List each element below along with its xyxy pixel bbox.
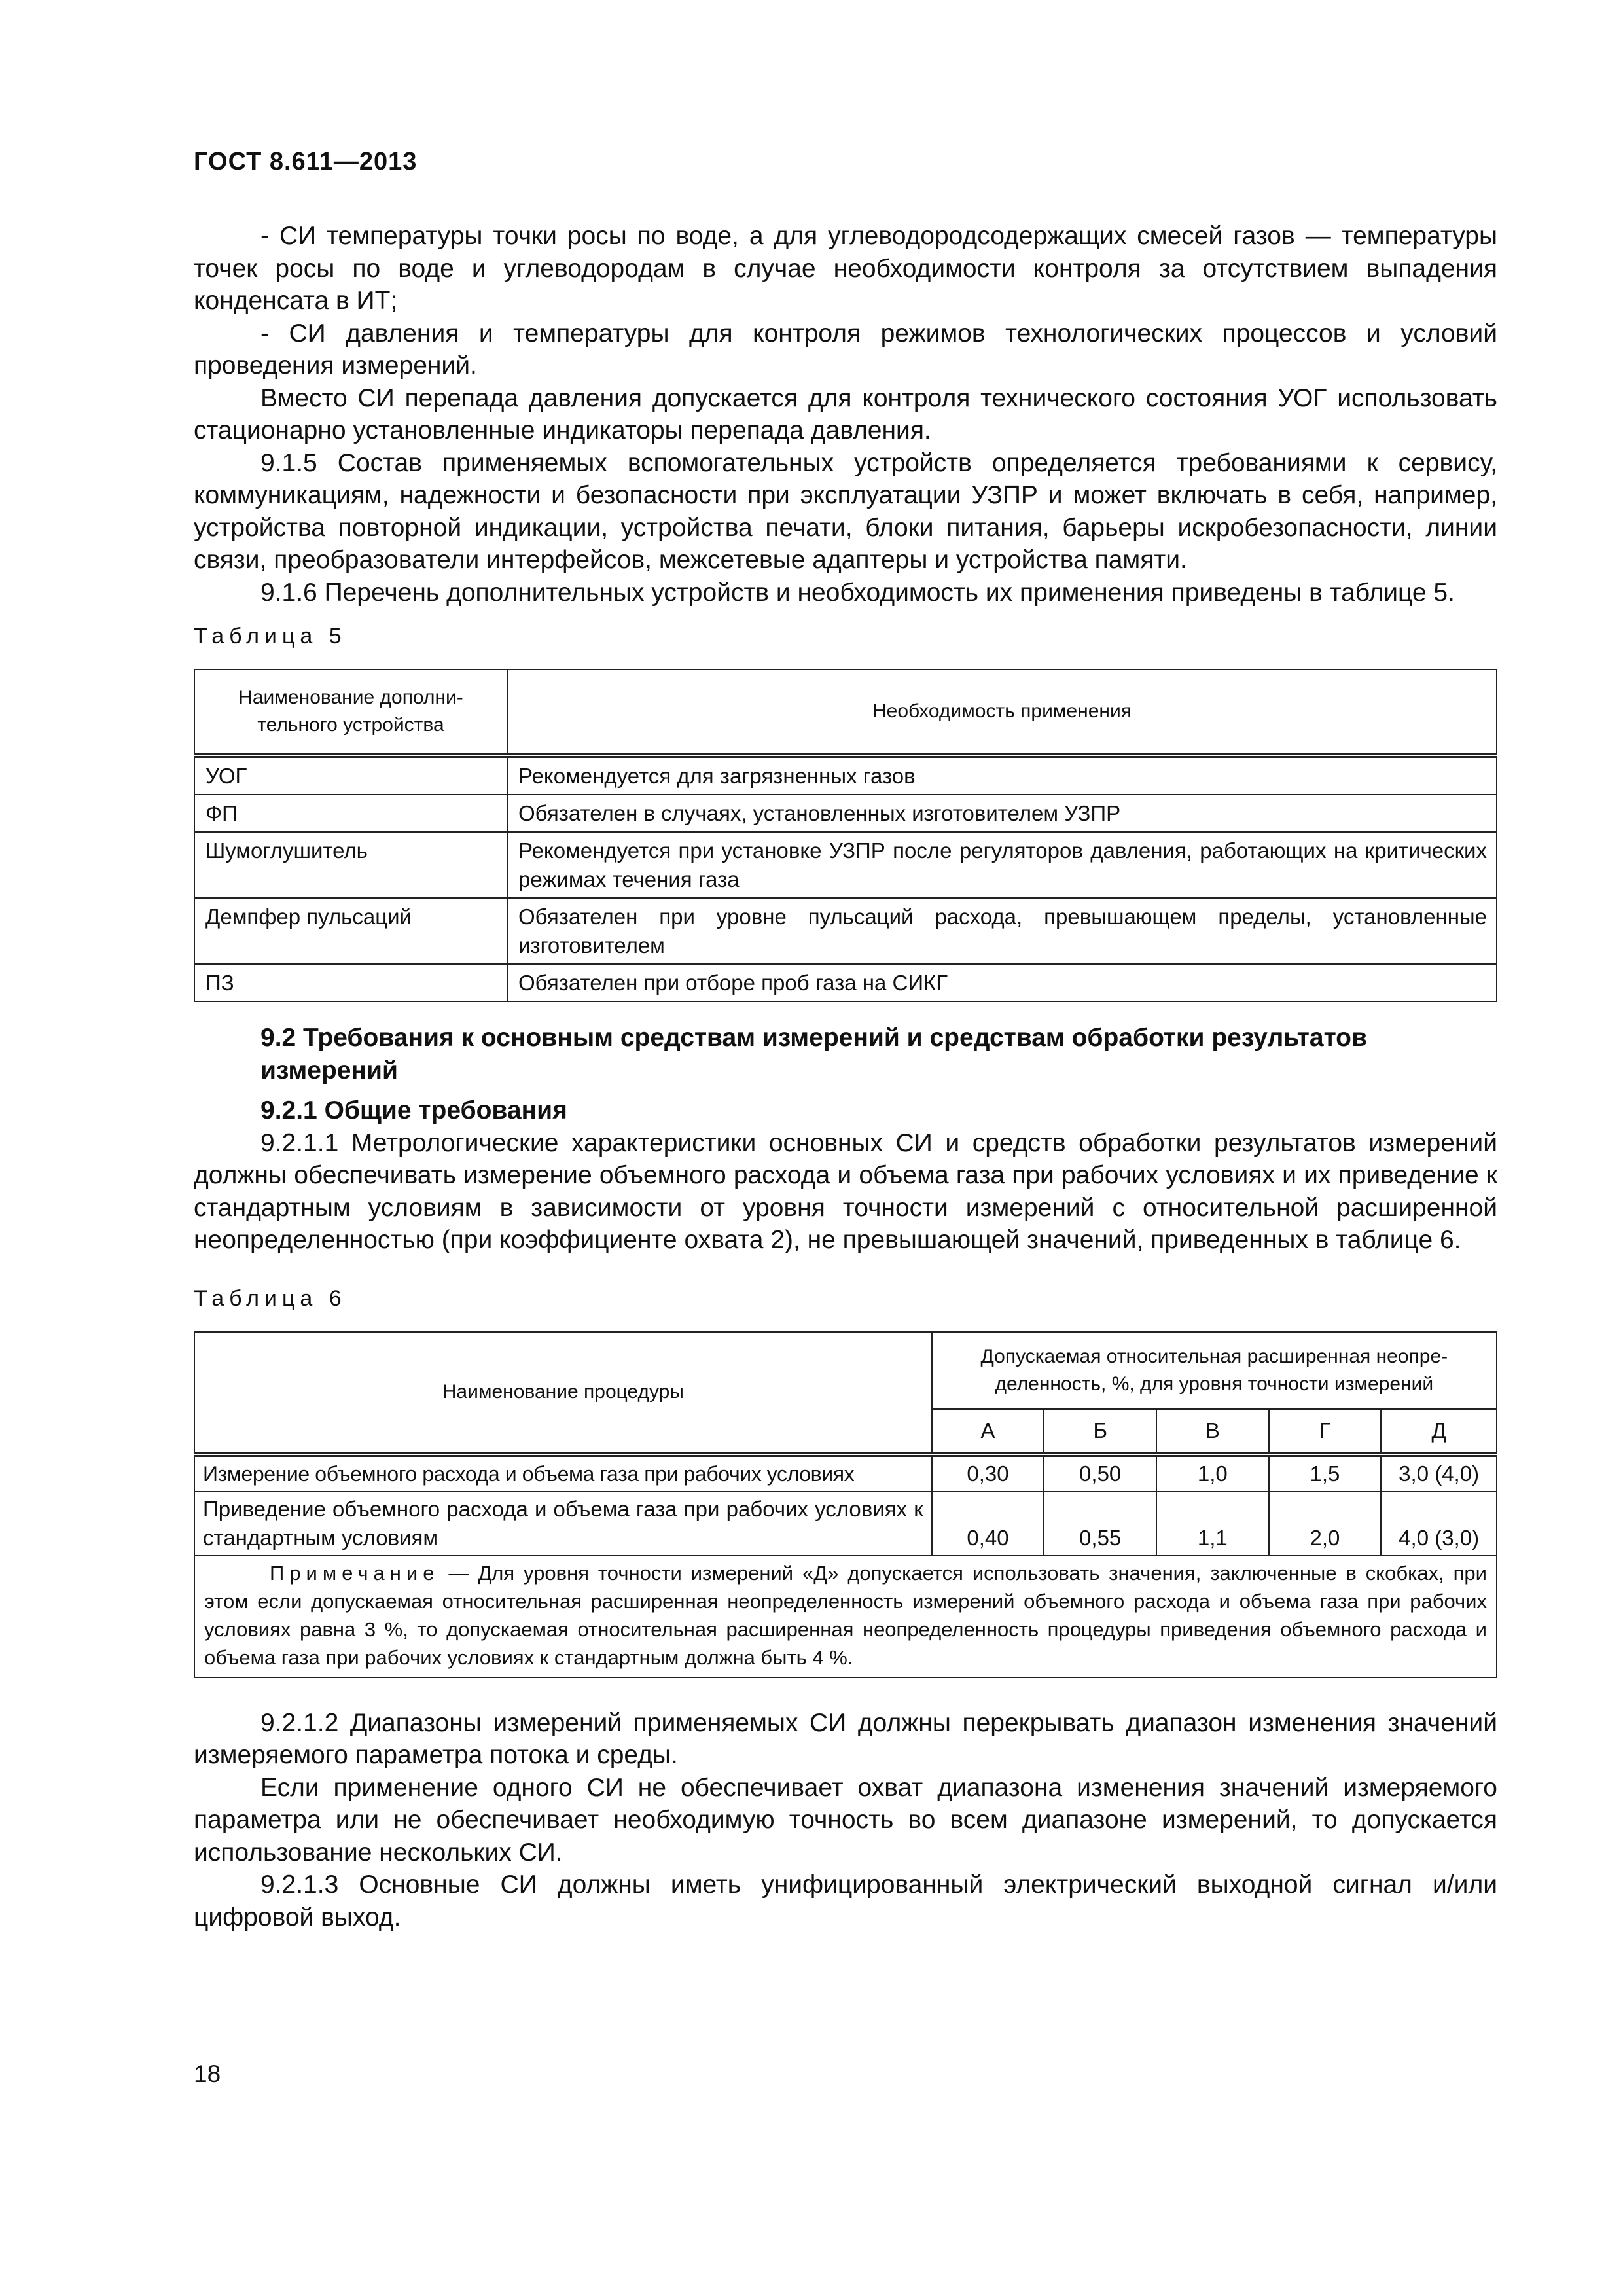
table-row [194, 964, 1497, 1001]
table5-cell-necessity: Обязателен при отборе проб газа на СИКГ [507, 964, 1497, 1001]
table6-cell-value: 0,50 [1044, 1454, 1156, 1492]
table6-note-row [194, 1556, 1497, 1677]
table5 [194, 669, 1497, 1002]
table6-note-text: — Для уровня точности измерений «Д» допускается использовать значения, заключенные в скобках, при этом если допускаемая относительная расширенная неопределенность измерений объемного расхода и объема газа при рабочих условиях равна 3 %, то допускаемая относительная расширенная неопределенность процедуры приведения объемного расхода и объема газа при рабочих условиях к стандартным должна быть 4 %. [204, 1561, 1487, 1669]
paragraph-9-2-1-2: 9.2.1.2 Диапазоны измерений применяемых СИ должны перекрывать диапазон изменения значений измеряемого параметра потока и среды. [194, 1708, 1497, 1769]
table-row [194, 1492, 1497, 1556]
table5-header-necessity: Необходимость применения [507, 670, 1497, 755]
table6-note [194, 1556, 1497, 1677]
table6-cell-procedure: Измерение объемного расхода и объема газа при рабочих условиях [194, 1454, 932, 1492]
table6-cell-value: 0,30 [932, 1454, 1044, 1492]
table6-cell-value: 2,0 [1269, 1492, 1382, 1556]
table6-cell-value: 4,0 (3,0) [1381, 1492, 1497, 1556]
table6-cell-value: 3,0 (4,0) [1381, 1454, 1497, 1492]
table6-header-procedure: Наименование процедуры [194, 1332, 932, 1454]
table5-header-device: Наименование дополни-тельного устройства [194, 670, 507, 755]
table5-header-row [194, 670, 1497, 755]
table-row [194, 898, 1497, 964]
paragraph-9-1-6: 9.1.6 Перечень дополнительных устройств и необходимость их применения приведены в таблице 5. [260, 578, 1455, 607]
page-header: ГОСТ 8.611—2013 [194, 148, 418, 175]
section-9-2-title: 9.2 Требования к основным средствам измерений и средствам обработки результатов измерений [260, 1024, 1367, 1085]
section-9-2-1-title: 9.2.1 Общие требования [260, 1096, 567, 1124]
table6-header-uncertainty: Допускаемая относительная расширенная неопре-деленность, %, для уровня точности измерений [932, 1332, 1497, 1409]
table6-level-a: А [932, 1409, 1044, 1454]
table5-cell-necessity: Рекомендуется при установке УЗПР после регуляторов давления, работающих на критических режимах течения газа [507, 832, 1497, 898]
table6-level-v: В [1156, 1409, 1269, 1454]
table5-cell-device: Демпфер пульсаций [194, 898, 507, 964]
table5-cell-device: УОГ [194, 755, 507, 795]
table5-cell-necessity: Обязателен при уровне пульсаций расхода, превышающем пределы, установленные изготовителем [507, 898, 1497, 964]
table6-cell-value: 1,1 [1156, 1492, 1269, 1556]
table6-cell-value: 0,40 [932, 1492, 1044, 1556]
table5-cell-device: Шумоглушитель [194, 832, 507, 898]
table6-caption: Таблица 6 [194, 1285, 347, 1311]
table6-header-row [194, 1332, 1497, 1409]
table5-cell-device: ПЗ [194, 964, 507, 1001]
table-row [194, 1454, 1497, 1492]
table6-cell-value: 1,5 [1269, 1454, 1382, 1492]
table6-level-b: Б [1044, 1409, 1156, 1454]
table6-cell-value: 1,0 [1156, 1454, 1269, 1492]
table-row [194, 795, 1497, 832]
page-body [194, 220, 1497, 1933]
table6 [194, 1331, 1497, 1678]
paragraph-9-1-5: 9.1.5 Состав применяемых вспомогательных устройств определяется требованиями к сервису, коммуникациям, надежности и безопасности при эксплуатации УЗПР и может включать в себя, например, устройства повторной индикации, устройства печати, блоки питания, барьеры искробезопасности, линии связи, преобразователи интерфейсов, межсетевые адаптеры и устройства памяти. [194, 448, 1497, 574]
paragraph-pressure-temp: - СИ давления и температуры для контроля режимов технологических процессов и условий проведения измерений. [194, 319, 1497, 380]
paragraph-differential-pressure: Вместо СИ перепада давления допускается для контроля технического состояния УОГ использовать стационарно установленные индикаторы перепада давления. [194, 384, 1497, 444]
paragraph-single-si: Если применение одного СИ не обеспечивает охват диапазона изменения значений измеряемого параметра или не обеспечивает необходимую точность во всем диапазоне измерений, то допускается использование нескольких СИ. [194, 1773, 1497, 1867]
paragraph-9-2-1-3: 9.2.1.3 Основные СИ должны иметь унифицированный электрический выходной сигнал и/или цифровой выход. [194, 1871, 1497, 1931]
table5-cell-necessity: Обязателен в случаях, установленных изготовителем УЗПР [507, 795, 1497, 832]
table6-level-g: Г [1269, 1409, 1382, 1454]
table5-cell-necessity: Рекомендуется для загрязненных газов [507, 755, 1497, 795]
table-row [194, 832, 1497, 898]
page-number: 18 [194, 2060, 221, 2087]
paragraph-9-2-1-1: 9.2.1.1 Метрологические характеристики основных СИ и средств обработки результатов измерений должны обеспечивать измерение объемного расхода и объема газа при рабочих условиях и их приведение к стандартным условиям в зависимости от уровня точности измерений с относительной расширенной неопределенностью (при коэффициенте охвата 2), не превышающей значений, приведенных в таблице 6. [194, 1128, 1497, 1254]
table5-cell-device: ФП [194, 795, 507, 832]
table6-cell-value: 0,55 [1044, 1492, 1156, 1556]
table6-cell-procedure: Приведение объемного расхода и объема газа при рабочих условиях к стандартным условиям [194, 1492, 932, 1556]
table6-level-d: Д [1381, 1409, 1497, 1454]
table6-note-label: Примечание [270, 1561, 440, 1585]
table-row [194, 755, 1497, 795]
paragraph-dew-point: - СИ температуры точки росы по воде, а для углеводородсодержащих смесей газов — температуры точек росы по воде и углеводородам в случае необходимости контроля за отсутствием выпадения конденсата в ИТ; [194, 222, 1497, 315]
table5-caption: Таблица 5 [194, 624, 347, 649]
